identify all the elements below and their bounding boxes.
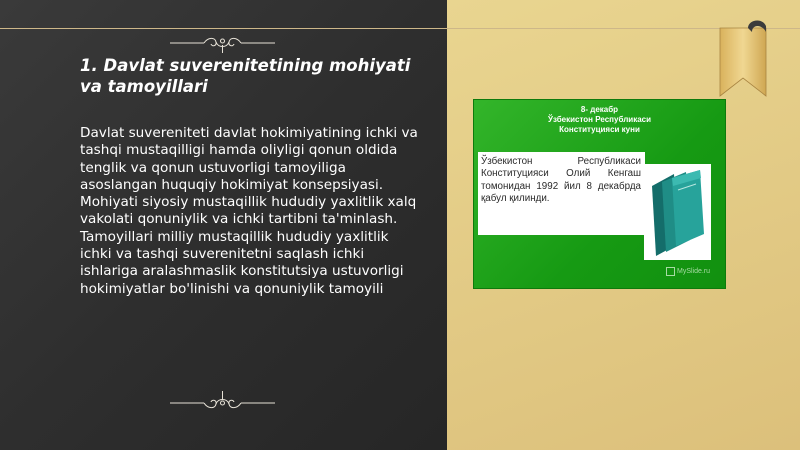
top-frame-line [0, 28, 800, 29]
card-text: Ўзбекистон Республикаси Конституцияси Олий Кенгаш томонидан 1992 йил 8 декабрда қабул қилинди. [481, 156, 641, 205]
ornament-divider-top-icon [170, 33, 275, 53]
bookmark-ribbon-icon [718, 18, 768, 98]
constitution-day-card [474, 100, 725, 288]
watermark-icon [666, 267, 675, 276]
slide-body-text: Davlat suvereniteti davlat hokimiyatining ichki va tashqi mustaqilligi hamda oliyligi qonun oldida tenglik va qonun ustuvorligi tamoyiliga asoslangan huquqiy hokimiyat konsepsiyasi. Mohiyati siyosiy mustaqillik hududiy yaxlitlik xalq vakolati qonuniylik va ichki tartibni ta'minlash. Tamoyillari milliy mustaqillik hududiy yaxlitlik ichki va tashqi suverenitetni saqlash ichki ishlariga aralashmaslik konstitutsiya ustuvorligi hokimiyatlar bo'linishi va qonuniylik tamoyili [80, 125, 418, 297]
card-content-box [478, 152, 645, 235]
card-header: 8- декабр Ўзбекистон Республикаси Конституцияси куни [547, 105, 652, 134]
card-watermark [666, 267, 710, 276]
watermark-label: MySlide.ru [677, 268, 711, 275]
slide-title: 1. Davlat suverenitetining mohiyati va tamoyillari [80, 56, 411, 96]
ornament-divider-bottom-icon [170, 391, 275, 411]
book-stack-image-icon [644, 164, 711, 260]
